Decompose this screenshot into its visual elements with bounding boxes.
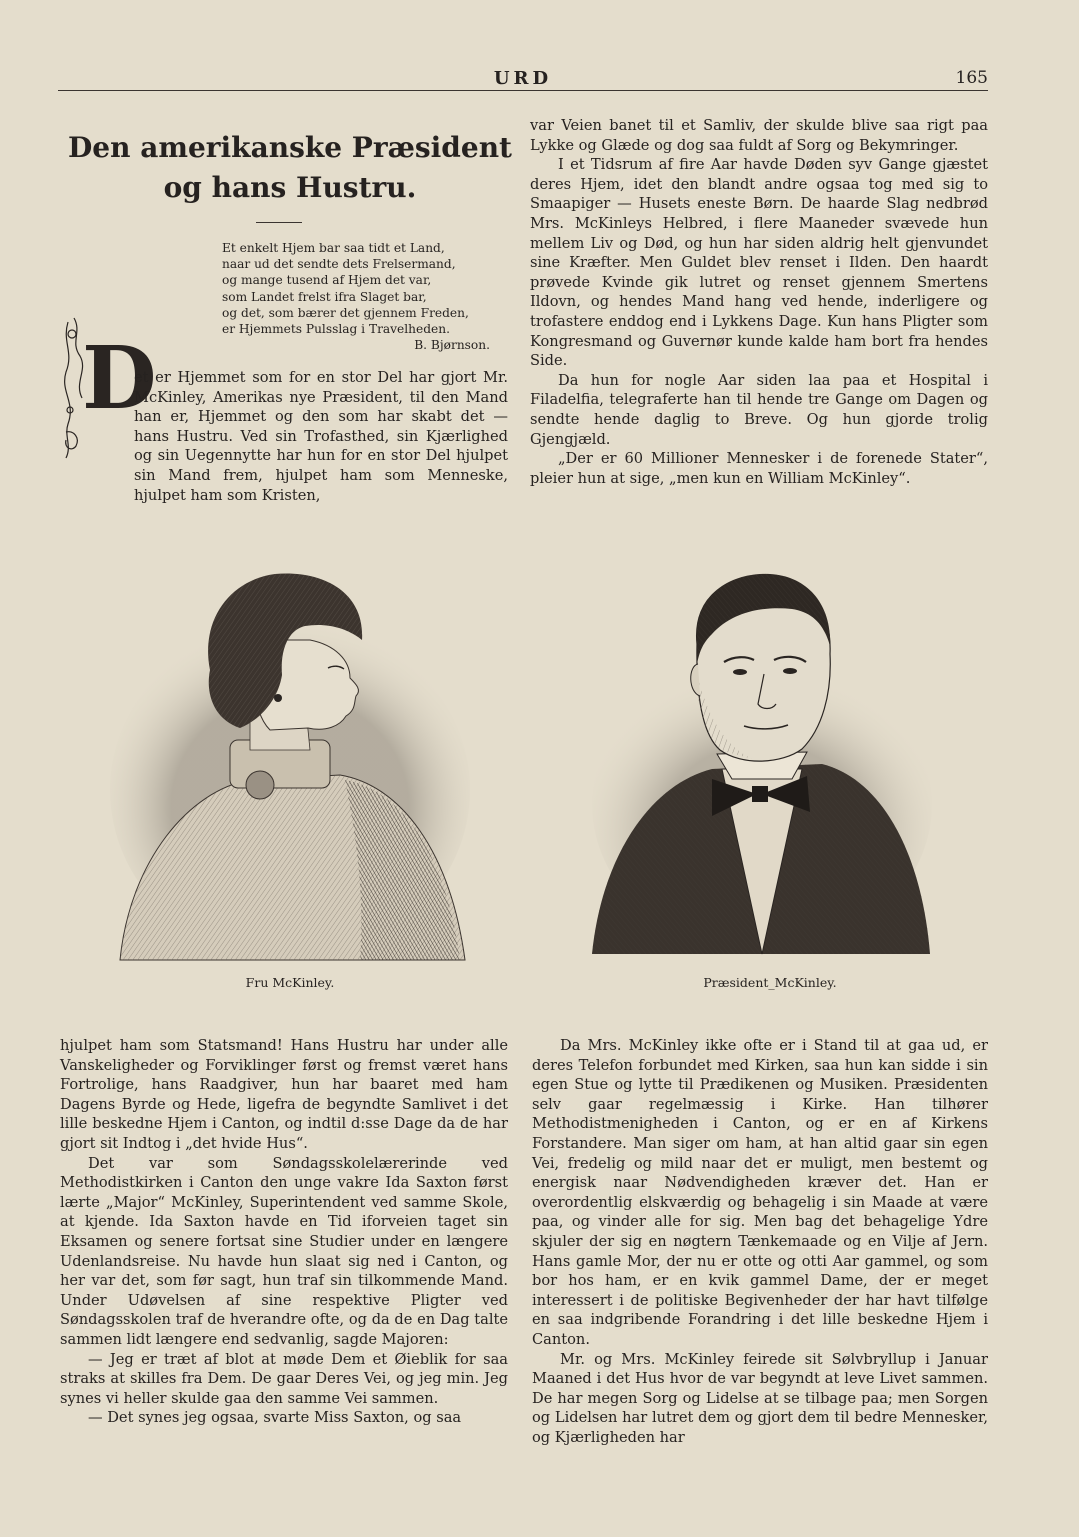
portrait-right-caption: Præsident_McKinley. [703, 975, 837, 990]
epigraph-author: B. Bjørnson. [414, 338, 490, 353]
epigraph-line: som Landet frelst ifra Slaget bar, [222, 289, 427, 304]
paragraph: — Det synes jeg ogsaa, svarte Miss Saxton, og saa [88, 1409, 462, 1427]
column-1-bottom [60, 1036, 508, 1428]
epigraph-poem [222, 240, 490, 353]
title-divider [256, 222, 302, 223]
paragraph: „Der er 60 Millioner Mennesker i de forenede Stater“, pleier hun at sige, „men kun en William McKinley“. [530, 450, 988, 487]
article-title-line-1: Den amerikanske Præsident [68, 131, 512, 164]
page-number: 165 [955, 68, 988, 88]
paragraph: var Veien banet til et Samliv, der skulde blive saa rigt paa Lykke og Glæde og dog saa fuldt af Sorg og Bekymringer. [530, 117, 988, 154]
column-2-bottom [532, 1036, 988, 1447]
paragraph: — Jeg er træt af blot at møde Dem et Øieblik for saa straks at skilles fra Dem. De gaar Deres Vei, og jeg min. Jeg synes vi heller skulde gaa den samme Vei sammen. [60, 1350, 508, 1407]
portrait-left-caption: Fru McKinley. [245, 975, 335, 990]
epigraph-line: Et enkelt Hjem bar saa tidt et Land, [222, 241, 445, 255]
epigraph-line: og det, som bærer det gjennem Freden, [222, 305, 469, 320]
column-1-top [60, 368, 508, 505]
epigraph-line: og mange tusend af Hjem det var, [222, 273, 432, 288]
journal-name: URD [493, 68, 553, 89]
running-head [58, 68, 988, 91]
epigraph-line: er Hjemmets Pulsslag i Travelheden. [222, 322, 450, 337]
dropcap-letter: D [82, 328, 157, 429]
article-title-line-2: og hans Hustru. [163, 171, 417, 204]
paragraph: Det var som Søndagsskolelærerinde ved Methodistkirken i Canton den unge vakre Ida Saxton først lærte „Major“ McKinley, Superintendent ved samme Skole, at kjende. Ida Saxton havde en Tid iforveien taget sin Eksamen og senere fortsat sine Studier under en længere Udenlandsreise. Nu havde hun slaat sig ned i Canton, og her var det, som før sagt, hun traf sin tilkommende Mand. Under Udøvelsen af sine respektive Pligter ved Søndagsskolen traf de hverandre ofte, og da de en Dag talte sammen lidt længere end sedvanlig, sagde Majoren: [60, 1154, 508, 1348]
paragraph: Da Mrs. McKinley ikke ofte er i Stand til at gaa ud, er deres Telefon forbundet med Kirken, saa hun kan sidde i sin egen Stue og lytte til Prædikenen og Musiken. Præsidenten selv gaar regelmæssig i Kirke. Han tilhører Methodistmenigheden i Canton, og er en af Kirkens Forstandere. Man siger om ham, at han altid gaar sin egen Vei, fredelig og mild naar det er muligt, men bestemt og energisk naar Nødvendigheden kræver det. Han er overordentlig elskværdig og behagelig i sin Maade at være paa, og vinder alle for sig. Men bag det behagelige Ydre skjuler der sig en nøgtern Tænkemaade og en Vilje af Jern. Hans gamle Mor, der nu er otte og otti Aar gammel, og som bor hos ham, er en kvik gammel Dame, der er meget interessert i de politiske Begivenheder der har havt tilfølge en saa indgribende Forandring i det lille beskedne Hjem i Canton. [532, 1037, 988, 1348]
portrait-president-mckinley [592, 554, 932, 954]
opening-paragraph [60, 368, 508, 505]
portrait-mrs-mckinley [100, 560, 480, 960]
paragraph: Mr. og Mrs. McKinley feirede sit Sølvbryllup i Januar Maaned i det Hus hvor de var begyndt at leve Livet sammen. De har megen Sorg og Lidelse at se tilbage paa; men Sorgen og Lidelsen har lutret dem og gjort dem til bedre Mennesker, og Kjærligheden har [532, 1350, 988, 1446]
column-2-top [530, 116, 988, 488]
paragraph: Da hun for nogle Aar siden laa paa et Hospital i Filadelfia, telegraferte han til hende tre Gange om Dagen og sendte hende daglig to Breve. Og hun gjorde trolig Gjengjæld. [530, 371, 988, 448]
paragraph: I et Tidsrum af fire Aar havde Døden syv Gange gjæstet deres Hjem, idet den blandt andre ogsaa tog med sig to Smaapiger — Husets eneste Børn. De haarde Slag nedbrød Mrs. McKinleys Helbred, i flere Maaneder svævede hun mellem Liv og Død, og hun har siden aldrig helt gjenvundet sine Kræfter. Men Guldet blev renset i Ilden. Den haardt prøvede Kvinde gik lutret og renset gjennem Smertens Ildovn, og hendes Mand hang ved hende, inderligere og trofastere enddog end i Lykkens Dage. Kun hans Pligter som Kongresmand og Guvernør kunde kalde ham bort fra hendes Side. [530, 156, 988, 370]
epigraph-line: naar ud det sendte dets Frelsermand, [222, 257, 456, 272]
paragraph: hjulpet ham som Statsmand! Hans Hustru har under alle Vanskeligheder og Forviklinger først og fremst været hans Fortrolige, hans Raadgiver, hun har baaret med ham Dagens Byrde og Hede, ligefra de begyndte Samlivet i det lille beskedne Hjem i Canton, og indtil d:sse Dage da de har gjort sit Indtog i „det hvide Hus“. [60, 1037, 508, 1152]
opening-paragraph-text: et er Hjemmet som for en stor Del har gjort Mr. McKinley, Amerikas nye Præsident, til den Mand han er, Hjemmet og den som har skabt det — hans Hustru. Ved sin Trofasthed, sin Kjærlighed og sin Uegennytte har hun for en stor Del hjulpet sin Mand frem, hjulpet ham som Menneske, hjulpet ham som Kristen, [134, 369, 508, 504]
article-title [60, 128, 520, 208]
